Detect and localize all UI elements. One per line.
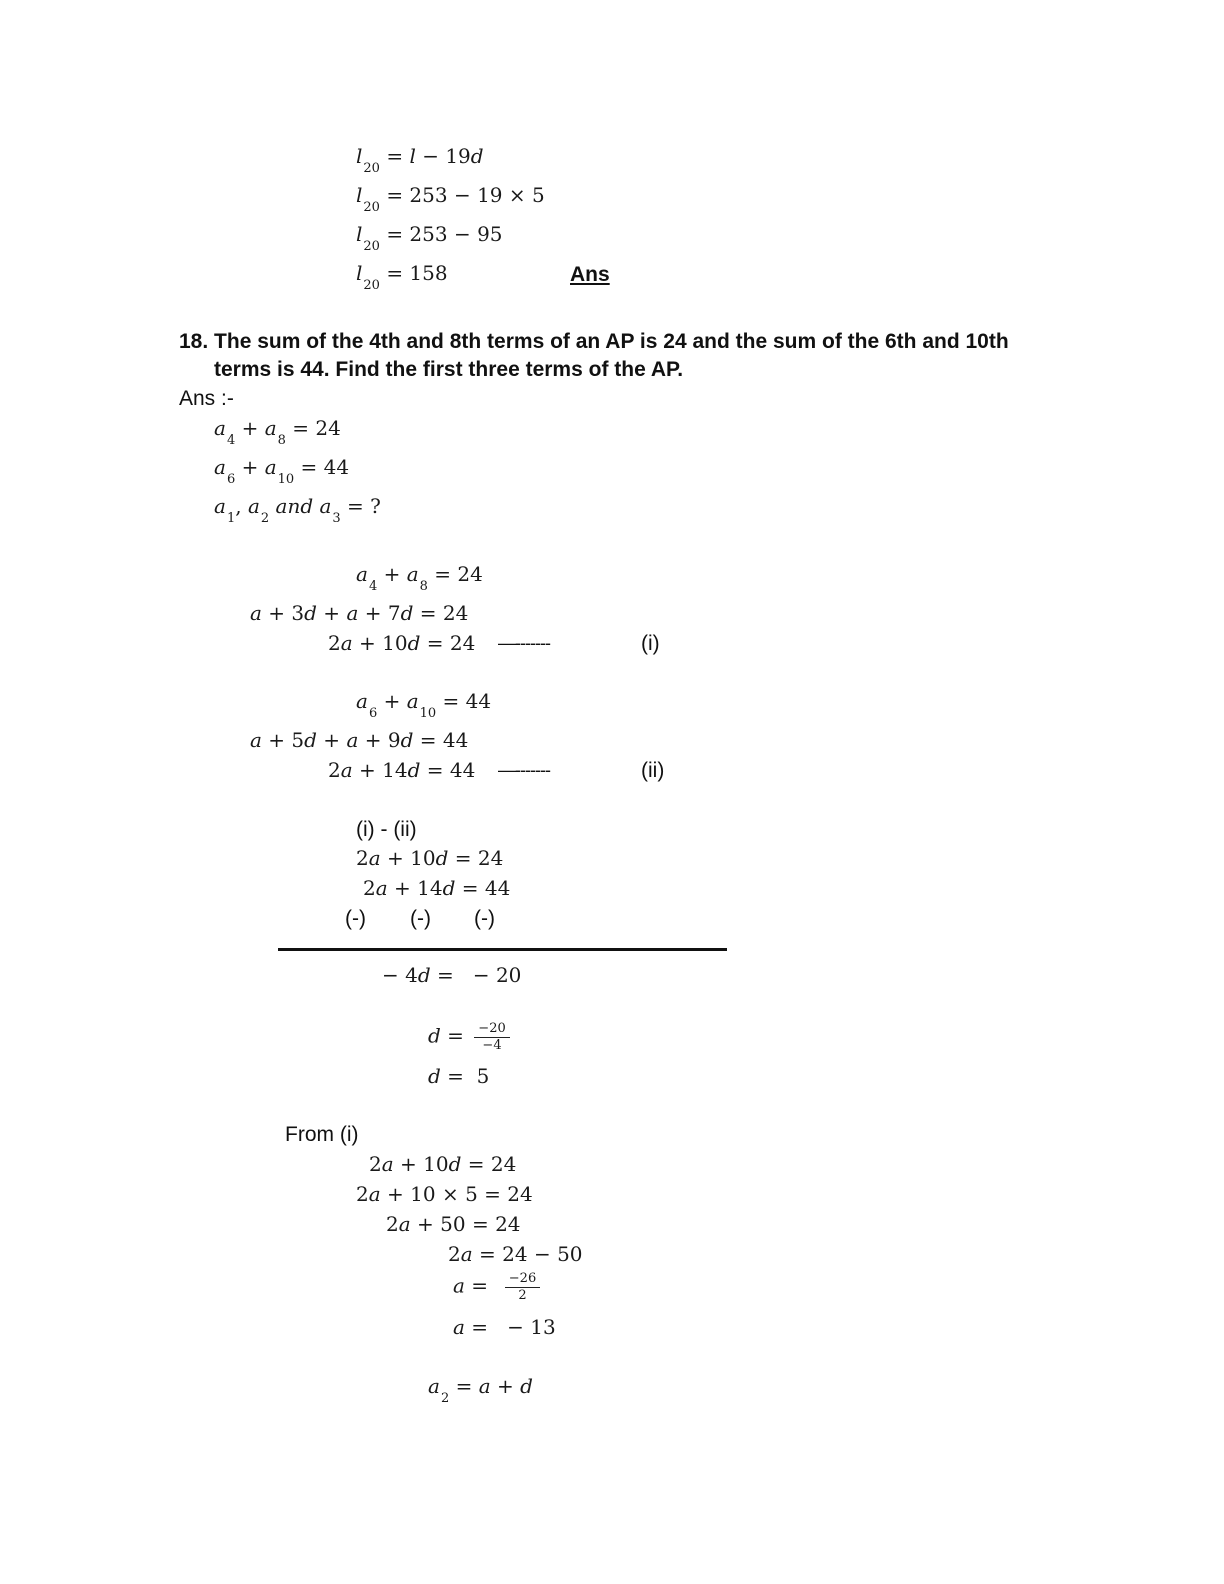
eq1-line-2: a + 3d + a + 7d = 24 xyxy=(250,601,469,625)
a-value: a = − 13 xyxy=(453,1315,556,1339)
from-i-line-3: 2a + 50 = 24 xyxy=(386,1212,521,1236)
eq2-line-2: a + 5d + a + 9d = 44 xyxy=(250,728,469,752)
a-fraction-line: a = $\frac{-26}{2}$ xyxy=(453,1272,540,1302)
question-number: 18. xyxy=(179,330,209,353)
d-fraction: $\frac{-20}{-4}$ xyxy=(474,1022,509,1052)
from-i-line-2: 2a + 10 × 5 = 24 xyxy=(356,1182,533,1206)
from-i-line-4: 2a = 24 − 50 xyxy=(448,1242,583,1266)
given-2: $a_6 + a_{10} = 44$ xyxy=(214,455,350,487)
subtraction-rule xyxy=(278,948,727,951)
eq1-line-1: $a_4 + a_8 = 24$ xyxy=(356,562,483,594)
sub-line-1: 2a + 10d = 24 xyxy=(356,846,504,870)
subtraction-heading: (i) - (ii) xyxy=(356,818,417,841)
answer-label: Ans :- xyxy=(179,387,234,410)
sub-line-2: 2a + 14d = 44 xyxy=(363,876,511,900)
sign-3: (-) xyxy=(474,907,495,930)
question-text-1: The sum of the 4th and 8th terms of an AP is 24 and the sum of the 6th and 10th xyxy=(214,330,1009,353)
a-fraction: $\frac{-26}{2}$ xyxy=(505,1272,540,1302)
question-line-1 xyxy=(179,331,1009,352)
eq2-tag: (ii) xyxy=(641,759,665,782)
prev-line-3: $l_{20} = 253 - 95$ xyxy=(356,222,503,254)
ans-label: Ans xyxy=(570,263,610,286)
sign-1: (-) xyxy=(345,907,366,930)
eq2-line-1: $a_6 + a_{10} = 44$ xyxy=(356,689,492,721)
sign-2: (-) xyxy=(410,907,431,930)
given-1: $a_4 + a_8 = 24$ xyxy=(214,416,341,448)
given-3: $a_1$, $a_2$ and $a_3$ = ? xyxy=(214,494,381,526)
prev-line-1-rhs: = l − 19d xyxy=(386,144,484,168)
prev-line-2: $l_{20} = 253 - 19 \times 5$ xyxy=(356,183,545,215)
eq1-tag: (i) xyxy=(641,632,660,655)
a2-line: $a_2 = a + d$ xyxy=(428,1374,533,1406)
d-fraction-line: d = $\frac{-20}{-4}$ xyxy=(428,1022,510,1052)
sub-result: − 4d = − 20 xyxy=(382,963,522,987)
question-line-2: terms is 44. Find the first three terms of the AP. xyxy=(214,358,684,381)
eq2-dashes: —------- xyxy=(498,760,550,780)
from-i-line-1: 2a + 10d = 24 xyxy=(369,1152,517,1176)
eq2-line-3: 2a + 14d = 44 xyxy=(328,758,476,782)
prev-line-1: $l_{20} = l - 19d$ xyxy=(356,144,484,176)
eq1-dashes: —------- xyxy=(498,633,550,653)
d-value: d = 5 xyxy=(428,1064,490,1088)
eq1-line-3: 2a + 10d = 24 xyxy=(328,631,476,655)
from-i-heading: From (i) xyxy=(285,1123,359,1146)
prev-line-4: $l_{20} = 158$ xyxy=(356,261,448,293)
